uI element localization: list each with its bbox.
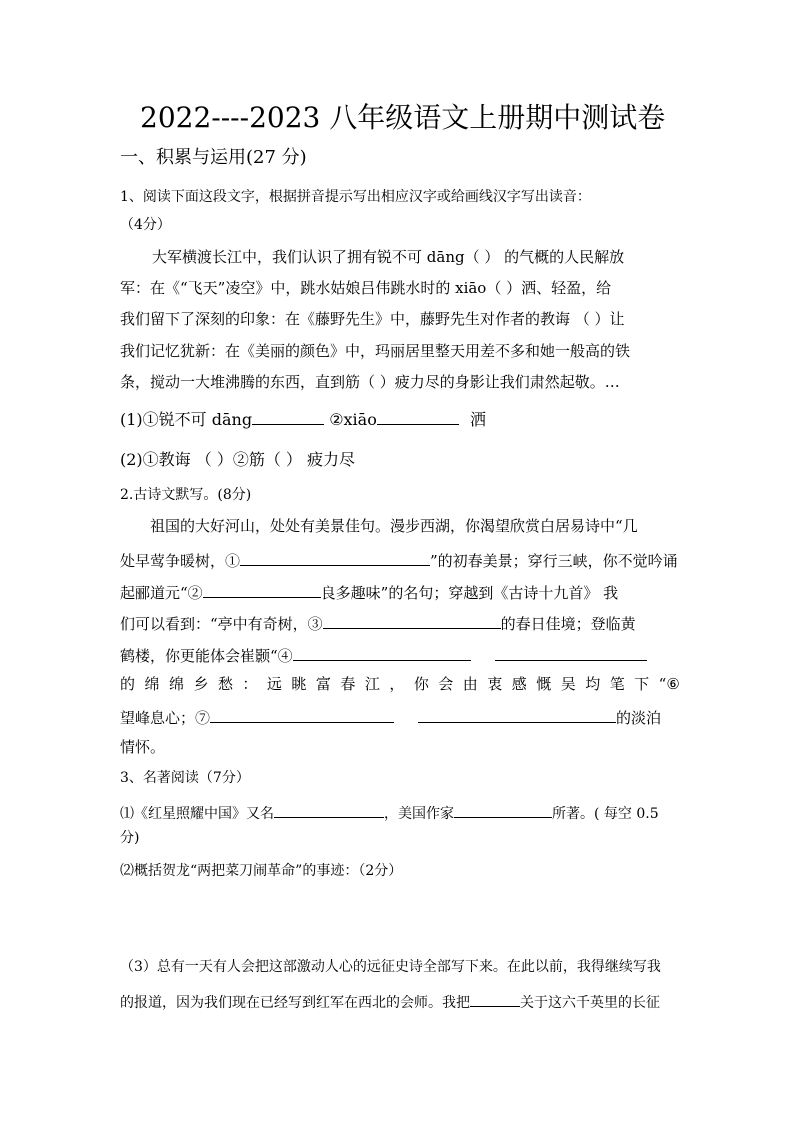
q2-text: 鹤楼，你更能体会崔颢“④ — [120, 647, 293, 665]
q2-char: 绵 — [144, 675, 160, 693]
q2-char: ， — [389, 675, 405, 693]
q2-char: 眺 — [291, 675, 307, 693]
q3-text: ，美国作家 — [384, 806, 454, 822]
q3-prompt: 3、名著阅读（7分） — [120, 770, 250, 786]
answer-blank[interactable] — [240, 551, 430, 566]
answer-blank[interactable] — [323, 614, 501, 629]
q3-text: 所著。( 每空 0.5 — [552, 806, 659, 822]
q2-char: 慨 — [536, 675, 552, 693]
q2-char: 均 — [585, 675, 601, 693]
q2-char: 会 — [438, 675, 454, 693]
q3-item-3: （3）总有一天有人会把这部激动人心的远征史诗全部写下来。在此以前，我得继续写我 — [120, 959, 661, 975]
q2-char: 富 — [315, 675, 331, 693]
q2-text-line: 情怀。 — [120, 738, 166, 756]
answer-label: (1)①锐不可 dāng — [120, 410, 253, 429]
q3-item-1 — [120, 803, 659, 821]
q2-char: ： — [242, 675, 258, 693]
answer-blank[interactable] — [470, 992, 520, 1007]
q2-char: 感 — [511, 675, 527, 693]
q1-answer-line-1 — [120, 410, 486, 428]
q2-justified-line — [120, 677, 680, 692]
q3-text: 的报道，因为我们现在已经写到红军在西北的会师。我把 — [120, 995, 470, 1011]
answer-blank[interactable] — [252, 410, 324, 425]
q2-text: ”的初春美景；穿行三峡，你不觉吟诵 — [430, 552, 678, 570]
q3-item-2: ⑵概括贺龙“两把菜刀闹革命”的事迹：（2分） — [120, 863, 403, 879]
q2-text: 起郦道元“② — [120, 584, 203, 602]
q2-char: 绵 — [168, 675, 184, 693]
answer-blank[interactable] — [210, 708, 394, 723]
q1-points: （4分） — [120, 217, 171, 233]
answer-blank[interactable] — [418, 708, 616, 723]
q3-item-3-cont — [120, 992, 660, 1010]
answer-blank[interactable] — [454, 803, 552, 818]
q3-text: 分) — [120, 830, 140, 846]
q2-char: 的 — [120, 675, 136, 693]
q2-text: 们可以看到：“亭中有奇树，③ — [120, 615, 323, 633]
q2-text: 望峰息心；⑦ — [120, 709, 211, 727]
q1-paragraph-line: 大军横渡长江中，我们认识了拥有锐不可 dāng（ ） 的气概的人民解放 — [152, 248, 625, 266]
q2-char: 吴 — [560, 675, 576, 693]
q2-char: 春 — [340, 675, 356, 693]
q2-char: 下 — [634, 675, 650, 693]
q2-char: “⑥ — [658, 675, 680, 693]
q2-text-line: 祖国的大好河山，处处有美景佳句。漫步西湖，你渴望欣赏白居易诗中“几 — [150, 517, 638, 535]
q2-text-line — [120, 551, 678, 569]
answer-blank[interactable] — [293, 646, 471, 661]
q1-paragraph-line: 我们记忆犹新：在《美丽的颜色》中，玛丽居里整天用差不多和她一般高的铁 — [120, 342, 631, 360]
q2-text: 的淡泊 — [616, 709, 662, 727]
q1-paragraph-line: 我们留下了深刻的印象：在《藤野先生》中，藤野先生对作者的教诲 （ ）让 — [120, 310, 625, 328]
answer-label: 洒 — [469, 410, 486, 429]
q2-char: 由 — [462, 675, 478, 693]
q1-paragraph-line: 军：在《“飞天”凌空》中，跳水姑娘吕伟跳水时的 xiāo（ ）洒、轻盈，给 — [120, 279, 612, 297]
answer-label: ②xiāo — [329, 410, 377, 429]
q2-text: 处早莺争暖树，① — [120, 552, 241, 570]
q2-char: 愁 — [217, 675, 233, 693]
answer-blank[interactable] — [495, 646, 647, 661]
q2-text-line — [120, 646, 647, 664]
page-title: 2022----2023 八年级语文上册期中测试卷 — [140, 101, 666, 134]
q2-char: 衷 — [487, 675, 503, 693]
q2-char: 远 — [266, 675, 282, 693]
answer-blank[interactable] — [377, 410, 459, 425]
q1-prompt: 1、阅读下面这段文字，根据拼音提示写出相应汉字或给画线汉字写出读音： — [120, 189, 591, 205]
q2-prompt: 2.古诗文默写。(8分) — [120, 487, 252, 503]
q2-char: 乡 — [193, 675, 209, 693]
q2-char: 江 — [364, 675, 380, 693]
q2-char: 笔 — [609, 675, 625, 693]
q2-text-line — [120, 614, 636, 632]
section-heading: 一、积累与运用(27 分) — [120, 147, 307, 168]
q2-text-line — [120, 708, 661, 726]
q2-text-line — [120, 583, 618, 601]
q2-char: 你 — [413, 675, 429, 693]
q1-answer-line-2: (2)①教诲 （ ）②筋（ ） 疲力尽 — [120, 450, 356, 469]
q3-text: ⑴《红星照耀中国》又名 — [120, 806, 274, 822]
q2-text: 的春日佳境；登临黄 — [500, 615, 636, 633]
q2-text: 良多趣味”的名句；穿越到《古诗十九首》 我 — [320, 584, 619, 602]
answer-blank[interactable] — [274, 803, 384, 818]
q1-paragraph-line: 条，搅动一大堆沸腾的东西，直到筋（ ）疲力尽的身影让我们肃然起敬。… — [120, 373, 620, 391]
answer-blank[interactable] — [203, 583, 321, 598]
q3-text: 关于这六千英里的长征 — [520, 995, 660, 1011]
